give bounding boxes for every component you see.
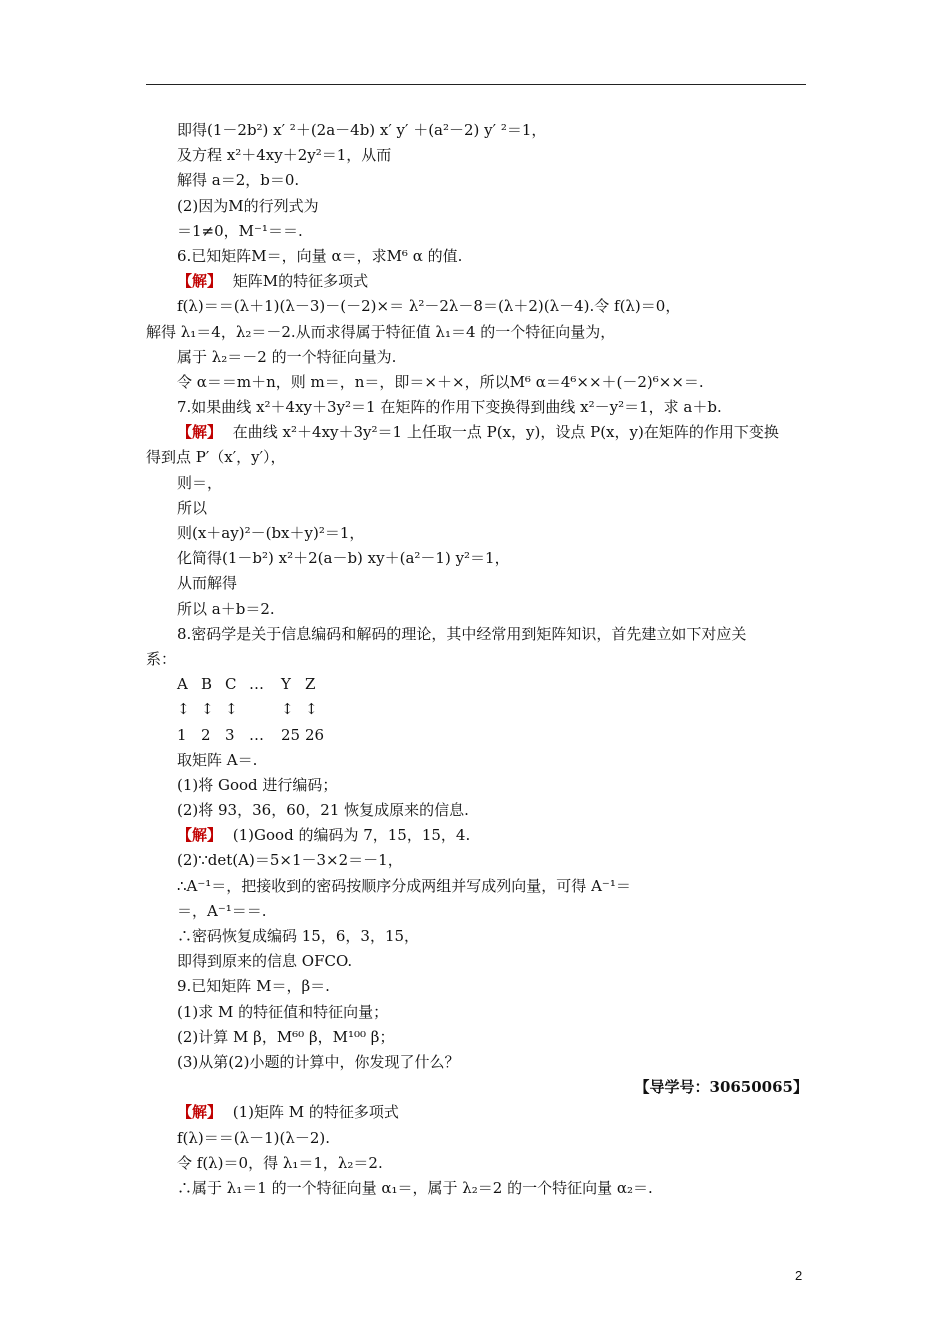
text-block-3 [146, 1100, 808, 1201]
text-line [146, 974, 808, 999]
text-line [146, 1100, 808, 1125]
line-text: 令 f(λ)＝0，得 λ₁＝1，λ₂＝2. [177, 1153, 383, 1172]
cipher-arrows [146, 697, 808, 722]
line-text: 解得 λ₁＝4，λ₂＝－2.从而求得属于特征值 λ₁＝4 的一个特征向量为， [146, 322, 616, 341]
page-number: 2 [795, 1268, 803, 1283]
text-line [146, 949, 808, 974]
line-text: 7.如果曲线 x²＋4xy＋3y²＝1 在矩阵的作用下变换得到曲线 x²－y²＝1，求 a＋b. [177, 398, 722, 417]
line-text: (2)将 93，36，60，21 恢复成原来的信息. [177, 801, 469, 820]
line-text: ∴密码恢复成编码 15，6，3，15， [177, 927, 420, 945]
cipher-letter: Y [281, 675, 291, 694]
line-text: 及方程 x²＋4xy＋2y²＝1，从而 [177, 146, 392, 165]
text-line [146, 118, 808, 143]
cipher-arrow: ↕ [305, 700, 318, 719]
line-text: f(λ)＝＝(λ－1)(λ－2). [177, 1128, 331, 1147]
text-line [146, 269, 808, 294]
cipher-number: 2 [201, 725, 211, 744]
line-text: (1)求 M 的特征值和特征向量； [177, 1002, 389, 1021]
text-line [146, 294, 808, 319]
text-line [146, 823, 808, 848]
text-line [146, 370, 808, 395]
text-line [146, 1025, 808, 1050]
solution-marker: 【解】 [177, 272, 223, 291]
line-text: (2)因为M的行列式为 [177, 196, 319, 215]
line-text: ∴A⁻¹＝，把接收到的密码按顺序分成两组并写成列向量，可得 A⁻¹＝ [177, 876, 631, 895]
cipher-arrow: ↕ [201, 700, 214, 719]
text-line [146, 848, 808, 873]
text-line [146, 924, 808, 949]
line-text: 令 α＝＝m＋n，则 m＝，n＝，即＝×＋×，所以M⁶ α＝4⁶××＋(－2)⁶××＝. [177, 372, 704, 391]
line-text: (2)计算 M β，M⁶⁰ β，M¹⁰⁰ β； [177, 1027, 395, 1046]
cipher-letter: A [177, 675, 188, 694]
text-line [146, 244, 808, 269]
solution-marker: 【解】 [177, 1103, 223, 1122]
text-line [146, 597, 808, 622]
line-text: ∴属于 λ₁＝1 的一个特征向量 α₁＝，属于 λ₂＝2 的一个特征向量 α₂＝. [177, 1178, 653, 1197]
text-line [146, 773, 808, 798]
text-line [146, 1000, 808, 1025]
text-line [146, 445, 808, 470]
text-block-2 [146, 748, 808, 1075]
line-text: (2)∵det(A)＝5×1－3×2＝－1， [177, 851, 403, 870]
line-text: 从而解得 [177, 574, 238, 593]
line-text: 9.已知矩阵 M＝，β＝. [177, 977, 330, 996]
line-text: 8.密码学是关于信息编码和解码的理论，其中经常用到矩阵知识，首先建立如下对应关 [177, 624, 747, 643]
line-text: 解得 a＝2，b＝0. [177, 171, 300, 190]
text-line [146, 496, 808, 521]
guide-number: 【导学号：30650065】 [634, 1078, 808, 1097]
cipher-number: 25 [281, 725, 301, 744]
text-line [146, 395, 808, 420]
text-line [146, 143, 808, 168]
line-text: (3)从第(2)小题的计算中，你发现了什么？ [177, 1052, 460, 1071]
cipher-letters [146, 672, 808, 697]
line-text: 化简得(1－b²) x²＋2(a－b) xy＋(a²－1) y²＝1， [177, 549, 510, 568]
text-line [146, 1126, 808, 1151]
line-text: 系： [146, 649, 177, 668]
line-text: 得到点 P′（x′，y′）， [146, 448, 286, 467]
line-text: 所以 [177, 498, 208, 517]
cipher-letter: … [249, 675, 264, 694]
line-text: 即得(1－2b²) x′ ²＋(2a－4b) x′ y′ ＋(a²－2) y′ ²＝1， [177, 121, 547, 139]
cipher-arrow: ↕ [281, 700, 294, 719]
line-text: 属于 λ₂＝－2 的一个特征向量为. [177, 347, 397, 366]
line-text: f(λ)＝＝(λ＋1)(λ－3)－(－2)×＝ λ²－2λ－8＝(λ＋2)(λ－4).令 f(λ)＝0， [177, 297, 681, 316]
cipher-arrow: ↕ [177, 700, 190, 719]
line-text: 则(x＋ay)²－(bx＋y)²＝1， [177, 524, 365, 542]
text-line [146, 748, 808, 773]
text-line [146, 521, 808, 546]
cipher-number: 26 [305, 725, 325, 744]
text-line [146, 1176, 808, 1201]
cipher-number: 3 [225, 725, 235, 744]
text-line [146, 571, 808, 596]
cipher-letter: B [201, 675, 213, 694]
line-text: 6.已知矩阵M＝，向量 α＝，求M⁶ α 的值. [177, 246, 463, 265]
line-text: 即得到原来的信息 OFCO. [177, 952, 353, 971]
cipher-number: 1 [177, 725, 187, 744]
text-line [146, 471, 808, 496]
line-text: (1)矩阵 M 的特征多项式 [228, 1103, 399, 1122]
text-line [146, 320, 808, 345]
cipher-arrow: ↕ [225, 700, 238, 719]
line-text: (1)Good 的编码为 7，15，15，4. [228, 826, 471, 845]
page-body [146, 118, 808, 1201]
text-line [146, 622, 808, 647]
text-line [146, 345, 808, 370]
text-line [146, 798, 808, 823]
text-line [146, 647, 808, 672]
text-line [146, 194, 808, 219]
cipher-letter: C [225, 675, 237, 694]
text-line [146, 420, 808, 445]
text-line [146, 1151, 808, 1176]
line-text: (1)将 Good 进行编码； [177, 775, 338, 794]
line-text: ＝，A⁻¹＝＝. [177, 901, 267, 920]
line-text: 矩阵M的特征多项式 [228, 272, 369, 291]
cipher-numbers [146, 723, 808, 748]
text-line [146, 874, 808, 899]
text-line [146, 899, 808, 924]
cipher-letter: Z [305, 675, 316, 694]
text-line [146, 1050, 808, 1075]
text-line [146, 219, 808, 244]
line-text: 则＝， [177, 473, 223, 492]
text-line [146, 168, 808, 193]
line-text: 在曲线 x²＋4xy＋3y²＝1 上任取一点 P(x，y)，设点 P(x，y)在矩阵的作用下变换 [228, 423, 779, 442]
line-text: ＝1≠0，M⁻¹＝＝. [177, 221, 303, 240]
text-block-1 [146, 118, 808, 672]
cipher-number: … [249, 725, 264, 744]
line-text: 取矩阵 A＝. [177, 750, 258, 769]
solution-marker: 【解】 [177, 826, 223, 845]
solution-marker: 【解】 [177, 423, 223, 442]
text-line [146, 546, 808, 571]
header-rule [146, 84, 806, 85]
line-text: 所以 a＋b＝2. [177, 599, 275, 618]
